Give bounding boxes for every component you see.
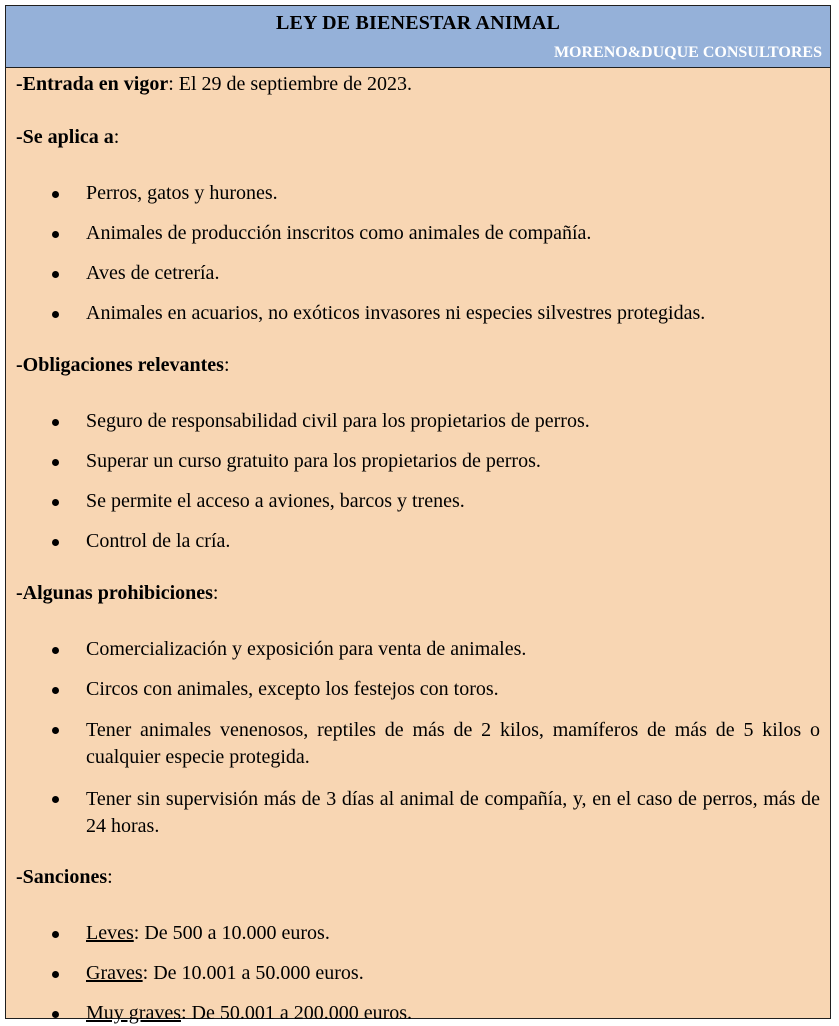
bullet-icon xyxy=(52,727,59,734)
sancion-text: : De 50.001 a 200.000 euros. xyxy=(180,1002,413,1024)
list-item xyxy=(16,181,820,206)
list-item-text: Animales en acuarios, no exóticos invasores ni especies silvestres protegidas. xyxy=(86,302,706,324)
bullet-icon xyxy=(52,931,59,938)
bullet-icon xyxy=(52,459,59,466)
prohibiciones-colon: : xyxy=(212,582,219,604)
list-item xyxy=(16,529,820,554)
aplica-label: -Se aplica a xyxy=(16,126,114,148)
bullet-icon xyxy=(52,499,59,506)
bullet-icon xyxy=(52,191,59,198)
prohibiciones-label: -Algunas prohibiciones xyxy=(16,582,213,604)
bullet-icon xyxy=(52,971,59,978)
bullet-icon xyxy=(52,687,59,694)
prohibiciones-list xyxy=(16,637,820,840)
entrada-label: -Entrada en vigor xyxy=(16,73,169,95)
entrada-line xyxy=(16,72,820,97)
list-item-text: Tener sin supervisión más de 3 días al animal de compañía, y, en el caso de perros, más de 24 horas. xyxy=(86,788,820,837)
bullet-icon xyxy=(52,796,59,803)
list-item-text: Circos con animales, excepto los festejos con toros. xyxy=(86,678,499,700)
bullet-icon xyxy=(52,539,59,546)
sancion-text: : De 10.001 a 50.000 euros. xyxy=(142,962,364,984)
list-item xyxy=(16,1001,820,1026)
list-item xyxy=(16,637,820,662)
bullet-icon xyxy=(52,1011,59,1018)
list-item-text: Seguro de responsabilidad civil para los propietarios de perros. xyxy=(86,410,590,432)
list-item-text: Superar un curso gratuito para los propietarios de perros. xyxy=(86,450,541,472)
bullet-icon xyxy=(52,271,59,278)
sanciones-colon: : xyxy=(107,866,113,888)
list-item xyxy=(16,961,820,986)
obligaciones-heading xyxy=(16,353,820,378)
obligaciones-colon: : xyxy=(223,354,230,376)
list-item-text: Control de la cría. xyxy=(86,530,231,552)
list-item-text: Comercialización y exposición para venta de animales. xyxy=(86,638,527,660)
aplica-colon: : xyxy=(113,126,120,148)
sanciones-heading xyxy=(16,865,820,890)
list-item xyxy=(16,489,820,514)
prohibiciones-heading xyxy=(16,581,820,606)
list-item-text: Tener animales venenosos, reptiles de más de 2 kilos, mamíferos de más de 5 kilos o cualquier especie protegida. xyxy=(86,719,820,768)
aplica-list xyxy=(16,181,820,326)
list-item xyxy=(16,409,820,434)
header-bar xyxy=(6,6,830,68)
list-item-text: Aves de cetrería. xyxy=(86,262,220,284)
obligaciones-label: -Obligaciones relevantes xyxy=(16,354,224,376)
aplica-heading xyxy=(16,125,820,150)
entrada-text: : El 29 de septiembre de 2023. xyxy=(168,73,413,95)
list-item-text: Perros, gatos y hurones. xyxy=(86,182,278,204)
company-name: MORENO&DUQUE CONSULTORES xyxy=(553,44,822,61)
list-item-text: Se permite el acceso a aviones, barcos y trenes. xyxy=(86,490,465,512)
list-item-text: Animales de producción inscritos como animales de compañía. xyxy=(86,222,592,244)
sancion-term: Graves xyxy=(86,962,143,984)
list-item xyxy=(16,261,820,286)
page-title: LEY DE BIENESTAR ANIMAL xyxy=(275,12,561,34)
bullet-icon xyxy=(52,647,59,654)
sancion-term: Leves xyxy=(86,922,134,944)
sancion-term: Muy graves xyxy=(86,1002,181,1024)
sanciones-label: -Sanciones xyxy=(16,866,108,888)
list-item xyxy=(16,786,820,840)
sancion-text: : De 500 a 10.000 euros. xyxy=(133,922,330,944)
list-item xyxy=(16,221,820,246)
document-body xyxy=(6,68,830,1026)
bullet-icon xyxy=(52,311,59,318)
bullet-icon xyxy=(52,419,59,426)
list-item xyxy=(16,677,820,702)
list-item xyxy=(16,921,820,946)
document-frame xyxy=(5,5,831,1024)
obligaciones-list xyxy=(16,409,820,554)
list-item xyxy=(16,449,820,474)
list-item xyxy=(16,301,820,326)
sanciones-list xyxy=(16,921,820,1026)
bullet-icon xyxy=(52,231,59,238)
list-item xyxy=(16,717,820,771)
